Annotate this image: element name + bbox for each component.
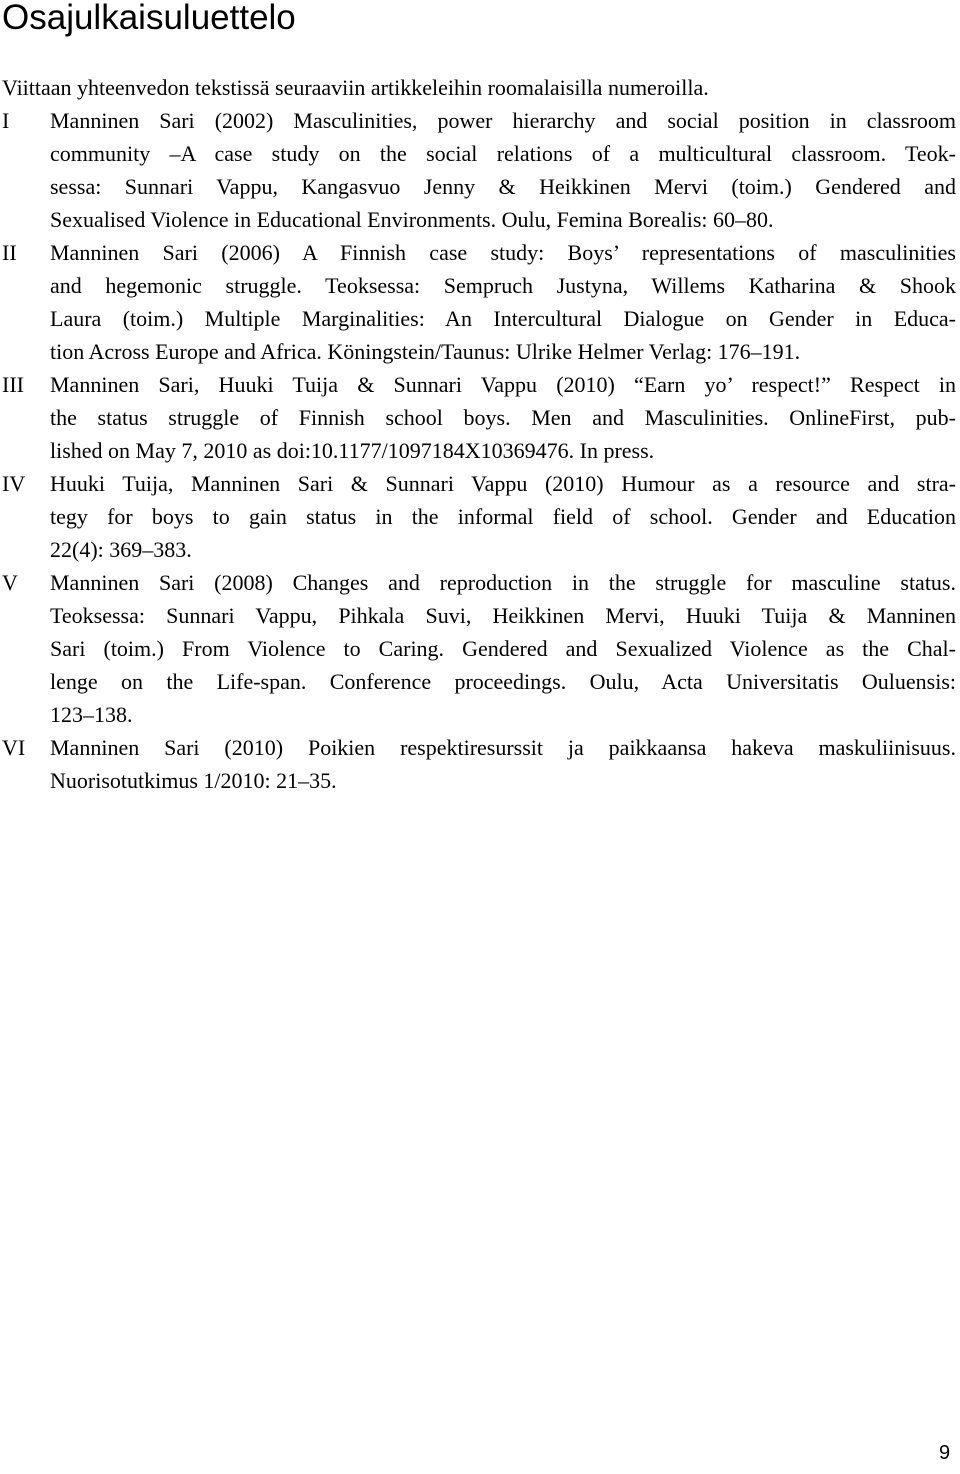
article-item-2 [0, 236, 956, 368]
article-text-line: Manninen Sari, Huuki Tuija & Sunnari Vappu (2010) “Earn yo’ respect!” Respect in [50, 372, 956, 397]
article-numeral: I [2, 108, 10, 133]
article-text-line: lenge on the Life-span. Conference proceedings. Oulu, Acta Universitatis Ouluensis: [50, 669, 956, 694]
article-text-line: community –A case study on the social relations of a multicultural classroom. Teok- [50, 141, 956, 166]
article-text-line: Sari (toim.) From Violence to Caring. Gendered and Sexualized Violence as the Chal- [50, 636, 956, 661]
article-text-line: Manninen Sari (2006) A Finnish case study: Boys’ representations of masculinities [50, 240, 956, 265]
article-item-6 [0, 731, 956, 797]
article-text-line: 123–138. [50, 702, 133, 727]
article-text-line: Sexualised Violence in Educational Environments. Oulu, Femina Borealis: 60–80. [50, 207, 774, 232]
page-title: Osajulkaisuluettelo [2, 0, 296, 37]
page-number: 9 [939, 1442, 951, 1464]
article-text-line: the status struggle of Finnish school boys. Men and Masculinities. OnlineFirst, pub- [50, 405, 956, 430]
article-text-line: lished on May 7, 2010 as doi:10.1177/1097184X10369476. In press. [50, 438, 655, 463]
article-text-line: and hegemonic struggle. Teoksessa: Sempruch Justyna, Willems Katharina & Shook [50, 273, 956, 298]
article-text-line: 22(4): 369–383. [50, 537, 192, 562]
article-item-5 [0, 566, 956, 731]
article-list [0, 104, 956, 797]
article-item-4 [0, 467, 956, 566]
article-numeral: VI [2, 735, 26, 760]
article-text-line: Huuki Tuija, Manninen Sari & Sunnari Vappu (2010) Humour as a resource and stra- [50, 471, 956, 496]
article-numeral: IV [2, 471, 26, 496]
article-numeral: II [2, 240, 17, 265]
article-text-line: Manninen Sari (2002) Masculinities, power hierarchy and social position in classroom [50, 108, 956, 133]
article-text-line: tion Across Europe and Africa. Köningstein/Taunus: Ulrike Helmer Verlag: 176–191. [50, 339, 801, 364]
article-text-line: Manninen Sari (2010) Poikien respektiresurssit ja paikkaansa hakeva maskuliinisuus. [50, 735, 956, 760]
article-numeral: V [2, 570, 18, 595]
article-text-line: Nuorisotutkimus 1/2010: 21–35. [50, 768, 337, 793]
article-item-3 [0, 368, 956, 467]
article-text-line: sessa: Sunnari Vappu, Kangasvuo Jenny & Heikkinen Mervi (toim.) Gendered and [50, 174, 956, 199]
article-text-line: tegy for boys to gain status in the informal field of school. Gender and Education [50, 504, 956, 529]
article-text-line: Teoksessa: Sunnari Vappu, Pihkala Suvi, Heikkinen Mervi, Huuki Tuija & Manninen [50, 603, 956, 628]
article-item-1 [0, 104, 956, 236]
intro-paragraph: Viittaan yhteenvedon tekstissä seuraaviin artikkeleihin roomalaisilla numeroilla. [2, 75, 709, 100]
article-text-line: Laura (toim.) Multiple Marginalities: An Intercultural Dialogue on Gender in Educa- [50, 306, 956, 331]
article-numeral: III [2, 372, 24, 397]
article-text-line: Manninen Sari (2008) Changes and reproduction in the struggle for masculine status. [50, 570, 956, 595]
